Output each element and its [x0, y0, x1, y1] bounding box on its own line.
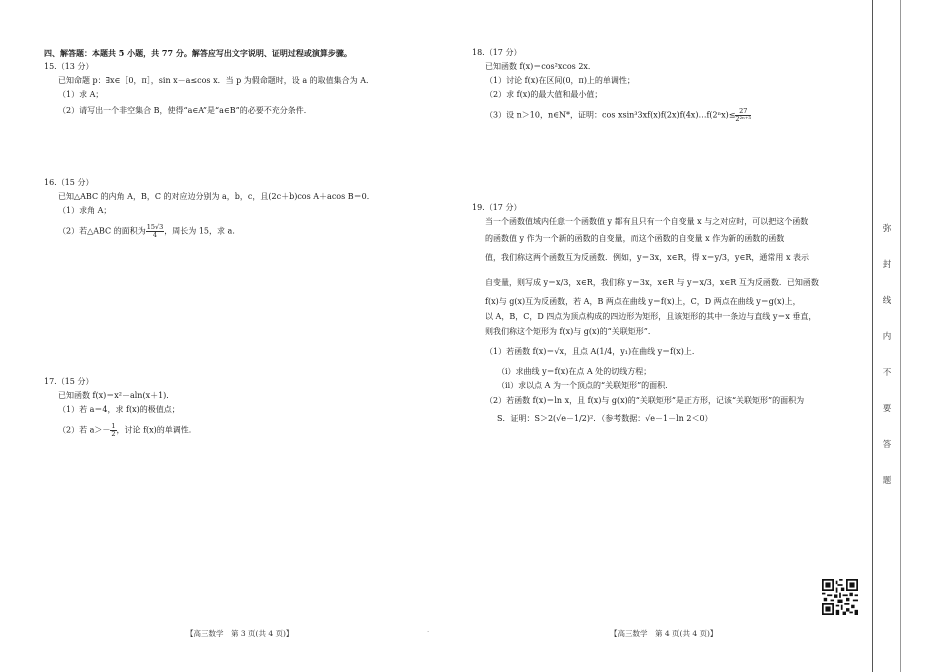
q17-frac-num: 1	[111, 422, 116, 430]
q18-part3	[485, 108, 751, 123]
q16-part2-text-a: （2）若△ABC 的面积为	[58, 226, 146, 236]
sidebar-char-6: 要	[882, 404, 892, 414]
qr-code	[822, 579, 858, 615]
q18-stem: 已知函数 f(x)＝cos²xcos 2x．	[485, 62, 596, 71]
divider-mark: ·	[427, 628, 430, 636]
sidebar-char-5: 不	[882, 368, 892, 378]
q17-part1: （1）若 a＝4，求 f(x)的极值点；	[58, 405, 180, 414]
q16-frac-den: 4	[152, 231, 158, 239]
q15-title: 15.（13 分）	[44, 62, 94, 71]
binding-line-right	[900, 0, 901, 672]
q19-part2-a: （2）若函数 f(x)＝ln x，且 f(x)与 g(x)的“关联矩形”是正方形，记该“关联矩形”的面积为	[485, 396, 805, 405]
q19-title: 19.（17 分）	[472, 203, 522, 212]
q19-part2-b: S．证明：S＞2(√e－1/2)²．（参考数据：√e－1－ln 2＜0）	[497, 414, 713, 423]
q19-part1: （1）若函数 f(x)＝√x，且点 A(1/4，y₁)在曲线 y＝f(x)上．	[485, 347, 700, 356]
q19-para-4: 自变量，则写成 y＝x/3，x∈R，我们称 y＝3x，x∈R 与 y＝x/3，x∈R 互为反函数．已知函数	[485, 278, 819, 287]
sidebar-char-7: 答	[882, 440, 892, 450]
q16-stem: 已知△ABC 的内角 A，B，C 的对应边分别为 a，b，c，且(2c＋b)cos A＋acos B＝0．	[58, 192, 375, 201]
sidebar-char-1: 弥	[882, 224, 892, 234]
q18-frac-den: 2²ⁿ⁺³	[735, 115, 752, 123]
q18-title: 18.（17 分）	[472, 48, 522, 57]
q19-part1-i: （ⅰ）求曲线 y＝f(x)在点 A 处的切线方程；	[497, 367, 652, 376]
q17-part2	[58, 423, 197, 438]
sidebar-char-4: 内	[882, 332, 892, 342]
q15-stem: 已知命题 p：∃x∈［0，π］，sin x－a≤cos x．当 p 为假命题时，设 a 的取值集合为 A．	[58, 76, 374, 85]
q17-title: 17.（15 分）	[44, 377, 94, 386]
q18-fraction	[735, 108, 751, 123]
q18-part3-text: （3）设 n＞10，n∈N*，证明：cos xsin³3xf(x)f(2x)f(4x)…f(2ⁿx)≤	[485, 110, 736, 120]
q16-title: 16.（15 分）	[44, 178, 94, 187]
sidebar-char-8: 题	[882, 476, 892, 486]
q17-frac-den: 2	[111, 430, 116, 438]
q16-frac-num: 15√3	[146, 223, 164, 231]
q19-para-1: 当一个函数值域内任意一个函数值 y 都有且只有一个自变量 x 与之对应时，可以把这个函数	[485, 217, 809, 226]
sidebar-char-2: 封	[882, 260, 892, 270]
q15-part2: （2）请写出一个非空集合 B，使得“a∈A”是“a∈B”的必要不充分条件．	[58, 106, 312, 115]
q18-part2: （2）求 f(x)的最大值和最小值；	[485, 90, 603, 99]
q19-para-3: 值，我们称这两个函数互为反函数．例如，y＝3x，x∈R，得 x＝y/3，y∈R，通常用 x 表示	[485, 253, 809, 262]
right-footer: 【高三数学 第 4 页(共 4 页)】	[610, 629, 718, 638]
section-header: 四、解答题：本题共 5 小题，共 77 分。解答应写出文字说明、证明过程或演算步骤。	[44, 48, 352, 58]
left-footer: 【高三数学 第 3 页(共 4 页)】	[186, 629, 294, 638]
q19-para-2: 的函数值 y 作为一个新的函数的自变量，而这个函数的自变量 x 作为新的函数的函数	[485, 234, 785, 243]
q15-part1: （1）求 A；	[58, 90, 104, 99]
q16-part2	[58, 224, 240, 239]
q16-part2-text-b: ，周长为 15，求 a．	[164, 226, 241, 236]
q17-part2-text-b: ，讨论 f(x)的单调性．	[116, 425, 197, 435]
q19-para-7: 则我们称这个矩形为 f(x)与 g(x)的“关联矩形”．	[485, 327, 656, 336]
q19-para-5: f(x)与 g(x)互为反函数，若 A，B 两点在曲线 y＝f(x)上，C，D 两点在曲线 y＝g(x)上，	[485, 297, 801, 306]
q16-area-fraction	[146, 224, 165, 239]
q16-part1: （1）求角 A；	[58, 206, 112, 215]
q18-frac-num: 27	[735, 108, 751, 116]
binding-line-left	[872, 0, 873, 672]
q19-part1-ii: （ⅱ）求以点 A 为一个顶点的“关联矩形”的面积．	[497, 381, 674, 390]
sidebar-char-3: 线	[882, 296, 892, 306]
q17-part2-text-a: （2）若 a＞－	[58, 425, 111, 435]
q17-stem: 已知函数 f(x)＝x²－aln(x＋1)．	[58, 391, 175, 400]
q19-para-6: 以 A，B，C，D 四点为顶点构成的四边形为矩形，且该矩形的其中一条边与直线 y＝x 垂直，	[485, 312, 817, 321]
q18-part1: （1）讨论 f(x)在区间(0，π)上的单调性；	[485, 76, 635, 85]
